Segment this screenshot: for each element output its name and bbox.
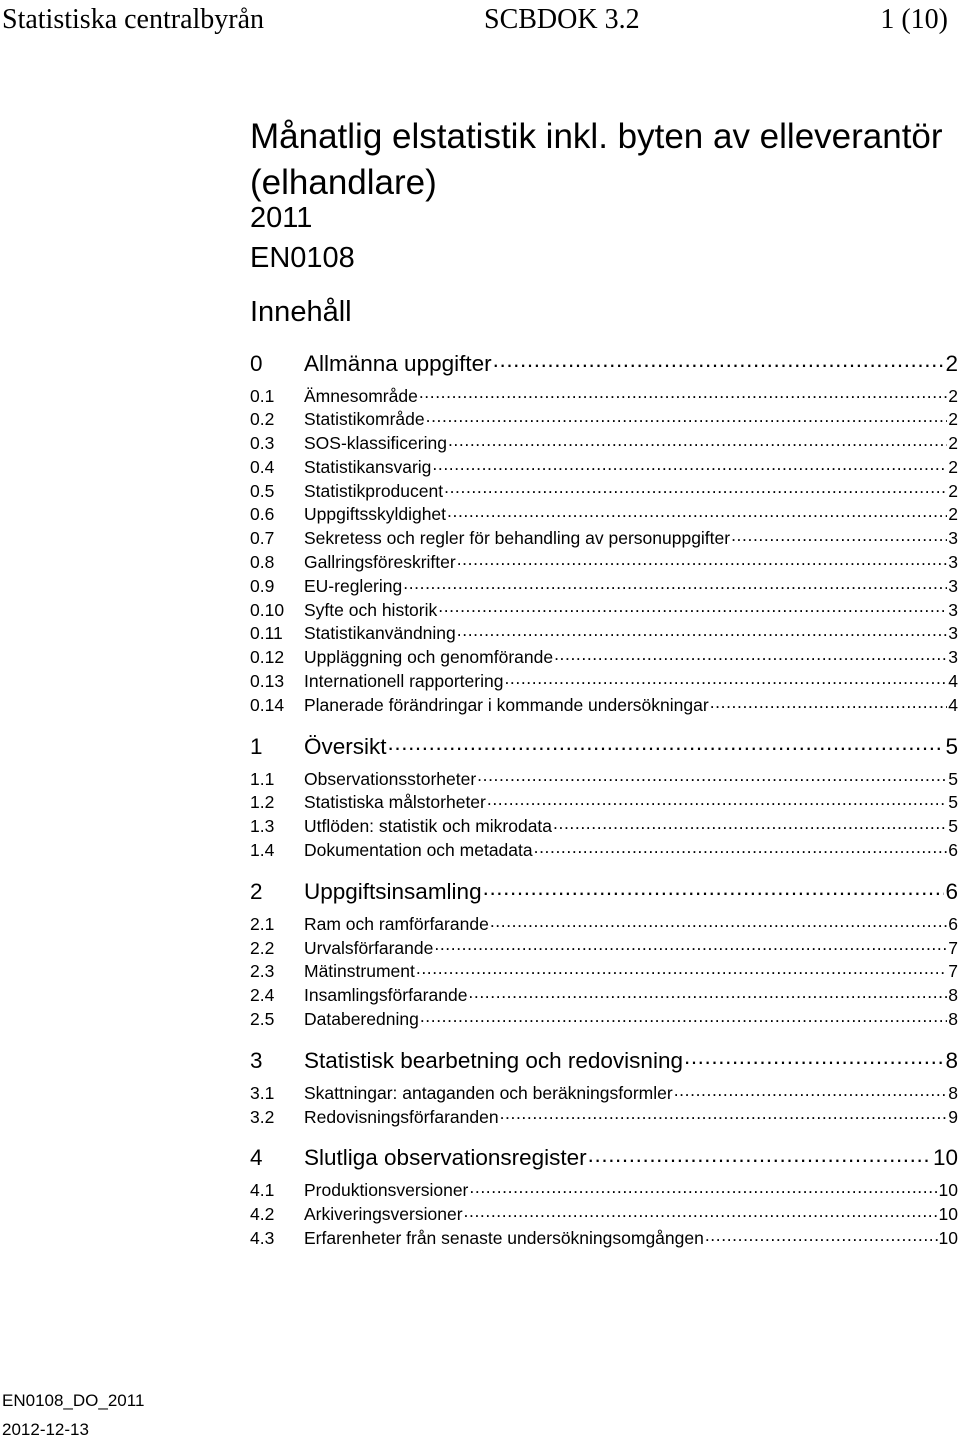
toc-entry-number: 0.5 [250,480,275,501]
toc-page-number: 5 [948,768,958,789]
toc-dot-leader [504,670,947,688]
toc-section-entry[interactable] [250,551,960,575]
toc-page-number: 5 [948,816,958,837]
toc-dot-leader [705,1227,938,1245]
toc-page-number: 2 [948,409,958,430]
toc-entry-number: 0.13 [250,671,285,692]
toc-entry-label: Gallringsföreskrifter [304,552,456,573]
toc-section-entry[interactable] [250,527,960,551]
toc-entry-label: Allmänna uppgifter [304,350,492,376]
toc-entry-label: Uppläggning och genomförande [304,647,554,668]
toc-dot-leader [674,1081,948,1099]
toc-section-entry[interactable] [250,1081,960,1105]
toc-entry-number: 0.6 [250,504,275,525]
toc-dot-leader [444,479,947,497]
toc-section-entry[interactable] [250,839,960,863]
toc-entry-number: 0.1 [250,385,275,406]
toc-entry-label: Statistikproducent [304,480,444,501]
toc-entry-label: Urvalsförfarande [304,937,434,958]
toc-dot-leader [483,876,945,899]
toc-page-number: 4 [948,694,958,715]
page-indicator: 1 (10) [880,4,948,35]
toc-entry-label: Statistisk bearbetning och redovisning [304,1047,683,1073]
toc-entry-label: Erfarenheter från senaste undersökningsomgången [304,1228,704,1249]
toc-section-entry[interactable] [250,503,960,527]
toc-dot-leader [493,348,945,371]
toc-entry-number: 0.2 [250,409,275,430]
toc-entry-number: 0.14 [250,694,285,715]
toc-entry-label: Syfte och historik [304,599,438,620]
toc-page-number: 3 [948,647,958,668]
toc-dot-leader [457,551,948,569]
toc-page-number: 2 [948,385,958,406]
toc-dot-leader [426,408,948,426]
table-of-contents [250,348,960,1250]
toc-section-entry[interactable] [250,1179,960,1203]
toc-entry-number: 0 [250,350,263,376]
toc-entry-number: 0.8 [250,552,275,573]
toc-section-entry[interactable] [250,622,960,646]
toc-section-entry[interactable] [250,574,960,598]
document-code: EN0108 [250,242,355,274]
toc-dot-leader [500,1105,948,1123]
toc-heading: Innehåll [250,296,352,328]
toc-entry-label: Statistikområde [304,409,425,430]
toc-entry-number: 2 [250,878,263,904]
toc-dot-leader [438,598,947,616]
toc-dot-leader [490,912,947,930]
page-header [0,4,960,44]
toc-page-number: 7 [948,961,958,982]
toc-entry-label: Statistikanvändning [304,623,456,644]
toc-section-entry[interactable] [250,936,960,960]
toc-entry-label: Dokumentation och metadata [304,840,533,861]
toc-section-entry[interactable] [250,455,960,479]
toc-entry-number: 2.4 [250,985,275,1006]
toc-page-number: 6 [948,913,958,934]
toc-group-spacer [250,1031,960,1045]
toc-section-entry[interactable] [250,598,960,622]
toc-page-number: 3 [948,528,958,549]
toc-entry-number: 1.4 [250,840,275,861]
toc-dot-leader [434,936,947,954]
toc-entry-label: Internationell rapportering [304,671,504,692]
toc-dot-leader [457,622,947,640]
toc-section-entry[interactable] [250,670,960,694]
toc-chapter-entry[interactable] [250,1045,960,1081]
toc-entry-label: Utflöden: statistik och mikrodata [304,816,553,837]
toc-page-number: 2 [945,350,958,376]
toc-entry-label: Uppgiftsinsamling [304,878,482,904]
toc-entry-number: 3.2 [250,1106,275,1127]
toc-chapter-group [250,1143,960,1250]
toc-page-number: 5 [948,792,958,813]
toc-entry-label: Slutliga observationsregister [304,1145,587,1171]
toc-entry-number: 0.7 [250,528,275,549]
toc-page-number: 2 [948,480,958,501]
toc-entry-number: 0.10 [250,599,285,620]
toc-entry-label: SOS-klassificering [304,433,447,454]
toc-section-entry[interactable] [250,646,960,670]
toc-section-entry[interactable] [250,693,960,717]
toc-chapter-group [250,1045,960,1129]
toc-dot-leader [487,791,947,809]
toc-group-spacer [250,862,960,876]
toc-chapter-entry[interactable] [250,731,960,767]
toc-page-number: 10 [938,1180,958,1201]
toc-section-entry[interactable] [250,1203,960,1227]
toc-dot-leader [469,1179,937,1197]
toc-entry-number: 4 [250,1145,263,1171]
toc-page-number: 5 [945,733,958,759]
toc-chapter-group [250,348,960,717]
toc-entry-label: Skattningar: antaganden och beräkningsformler [304,1082,673,1103]
toc-entry-number: 0.9 [250,575,275,596]
toc-entry-label: Redovisningsförfaranden [304,1106,499,1127]
toc-chapter-entry[interactable] [250,348,960,384]
toc-entry-number: 1 [250,733,263,759]
toc-section-entry[interactable] [250,815,960,839]
toc-page-number: 8 [948,1082,958,1103]
document-id: SCBDOK 3.2 [484,4,640,35]
toc-entry-label: Statistiska målstorheter [304,792,486,813]
toc-section-entry[interactable] [250,1105,960,1129]
toc-entry-number: 1.1 [250,768,275,789]
toc-chapter-group [250,731,960,862]
toc-group-spacer [250,717,960,731]
toc-section-entry[interactable] [250,1227,960,1251]
toc-section-entry[interactable] [250,384,960,408]
toc-section-entry[interactable] [250,408,960,432]
footer-date: 2012-12-13 [2,1420,89,1439]
toc-dot-leader [731,527,947,545]
toc-entry-number: 2.1 [250,913,275,934]
toc-entry-number: 0.11 [250,623,283,644]
toc-page-number: 6 [945,878,958,904]
toc-page-number: 3 [948,552,958,573]
toc-entry-label: EU-reglering [304,575,403,596]
toc-page-number: 2 [948,504,958,525]
toc-entry-number: 0.12 [250,647,285,668]
toc-section-entry[interactable] [250,479,960,503]
toc-entry-label: Sekretess och regler för behandling av personuppgifter [304,528,731,549]
toc-entry-label: Översikt [304,733,387,759]
toc-chapter-entry[interactable] [250,1143,960,1179]
organization-name: Statistiska centralbyrån [2,4,265,35]
toc-entry-number: 0.4 [250,456,275,477]
toc-entry-label: Databeredning [304,1009,419,1030]
toc-section-entry[interactable] [250,984,960,1008]
toc-dot-leader [403,574,947,592]
title-block [250,114,950,328]
toc-page-number: 8 [948,1009,958,1030]
document-title: Månatlig elstatistik inkl. byten av elleverantör (elhandlare) [250,117,943,202]
toc-entry-label: Observationsstorheter [304,768,477,789]
toc-entry-number: 3.1 [250,1082,275,1103]
toc-dot-leader [432,455,947,473]
toc-chapter-entry[interactable] [250,876,960,912]
toc-page-number: 8 [948,985,958,1006]
toc-dot-leader [464,1203,938,1221]
toc-section-entry[interactable] [250,912,960,936]
toc-entry-label: Insamlingsförfarande [304,985,468,1006]
toc-dot-leader [477,767,947,785]
toc-page-number: 6 [948,840,958,861]
toc-dot-leader [534,839,948,857]
toc-entry-label: Produktionsversioner [304,1180,469,1201]
toc-page-number: 3 [948,575,958,596]
toc-page-number: 10 [938,1204,958,1225]
toc-entry-label: Planerade förändringar i kommande undersökningar [304,694,709,715]
toc-page-number: 3 [948,623,958,644]
document-year: 2011 [250,202,313,234]
toc-dot-leader [448,432,947,450]
toc-entry-number: 4.2 [250,1204,275,1225]
toc-section-entry[interactable] [250,1008,960,1032]
toc-entry-label: Uppgiftsskyldighet [304,504,447,525]
toc-dot-leader [710,693,948,711]
toc-chapter-group [250,876,960,1031]
toc-page-number: 10 [932,1145,958,1171]
toc-dot-leader [684,1045,945,1068]
toc-page-number: 4 [948,671,958,692]
toc-section-entry[interactable] [250,960,960,984]
toc-entry-label: Statistikansvarig [304,456,432,477]
toc-entry-label: Ämnesområde [304,385,418,406]
toc-section-entry[interactable] [250,767,960,791]
toc-entry-number: 1.3 [250,816,275,837]
toc-page-number: 9 [948,1106,958,1127]
toc-dot-leader [420,1008,947,1026]
toc-entry-number: 4.3 [250,1228,275,1249]
toc-group-spacer [250,1129,960,1143]
toc-entry-label: Mätinstrument [304,961,415,982]
toc-dot-leader [419,384,947,402]
toc-dot-leader [468,984,947,1002]
toc-entry-number: 0.3 [250,433,275,454]
toc-entry-label: Ram och ramförfarande [304,913,489,934]
toc-dot-leader [388,731,945,754]
toc-page-number: 2 [948,456,958,477]
toc-page-number: 7 [948,937,958,958]
toc-section-entry[interactable] [250,791,960,815]
toc-entry-number: 2.2 [250,937,275,958]
toc-entry-number: 2.3 [250,961,275,982]
toc-entry-number: 2.5 [250,1009,275,1030]
toc-entry-number: 3 [250,1047,263,1073]
toc-page-number: 2 [948,433,958,454]
toc-section-entry[interactable] [250,432,960,456]
toc-page-number: 10 [938,1228,958,1249]
toc-page-number: 8 [945,1047,958,1073]
footer-doc-code: EN0108_DO_2011 [2,1391,145,1410]
toc-dot-leader [416,960,947,978]
toc-dot-leader [554,646,947,664]
toc-page-number: 3 [948,599,958,620]
toc-dot-leader [553,815,947,833]
toc-entry-number: 1.2 [250,792,275,813]
toc-entry-number: 4.1 [250,1180,275,1201]
toc-dot-leader [447,503,947,521]
toc-dot-leader [588,1143,932,1166]
toc-entry-label: Arkiveringsversioner [304,1204,463,1225]
